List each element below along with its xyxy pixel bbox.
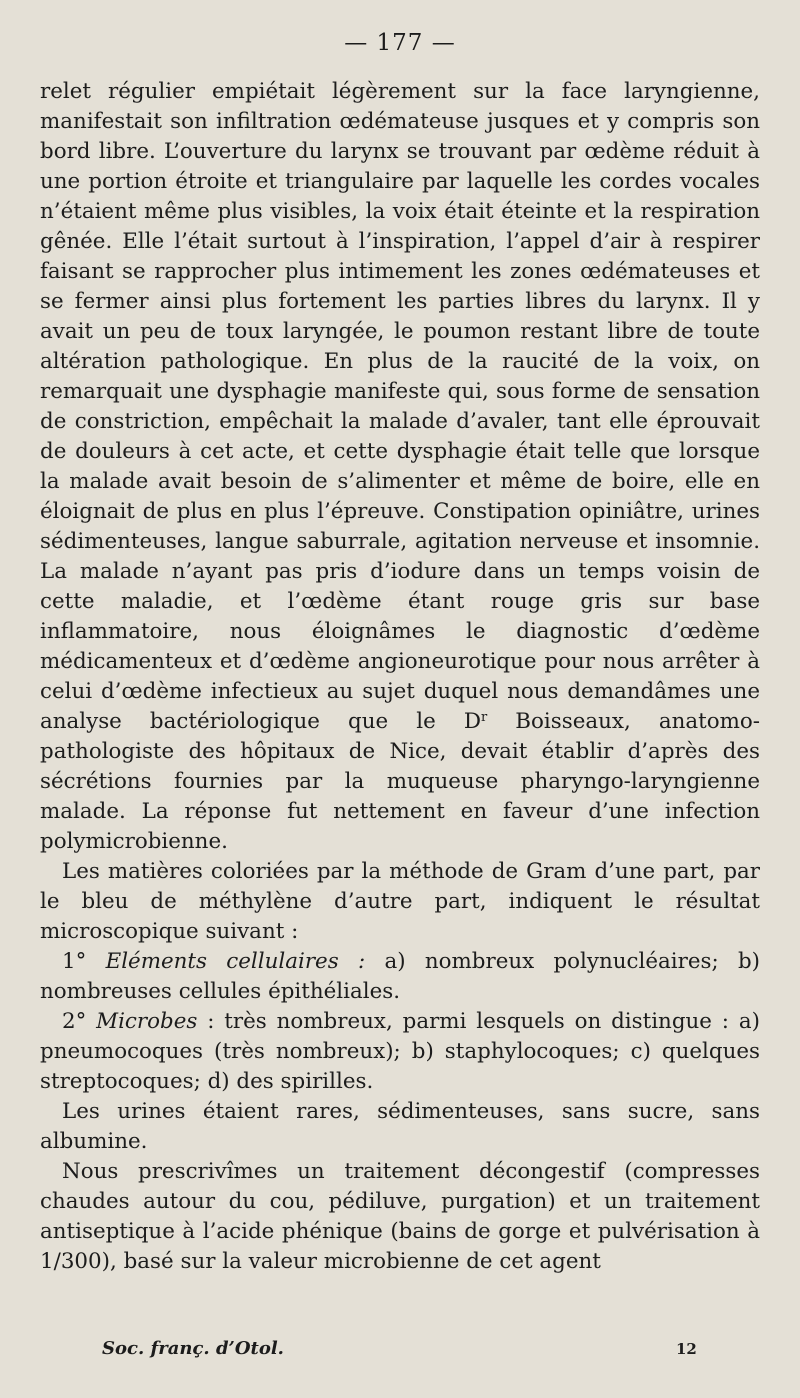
paragraph-2: Les matières coloriées par la méthode de Gram d’une part, par le bleu de méthylène d’autre part, indiquent le résultat microscopique suivant : [40, 859, 760, 944]
paragraph-1-text: relet régulier empiétait légèrement sur la face laryngienne, manifestait son infiltration œdémateuse jusques et y compris son bord libre. L’ouverture du larynx se trouvant par œdème réduit à une portion étroite et triangulaire par laquelle les cordes vocales n’étaient même plus visibles, la voix était éteinte et la respiration gênée. Elle l’était surtout à l’inspiration, l’appel d’air à respirer faisant se rapprocher plus intimement les zones œdémateuses et se fermer ainsi plus fortement les parties libres du larynx. Il y avait un peu de toux laryngée, le poumon restant libre de toute altération pathologique. En plus de la raucité de la voix, on remarquait une dysphagie manifeste qui, sous forme de sensation de constriction, empêchait la malade d’avaler, tant elle éprouvait de douleurs à cet acte, et cette dysphagie était telle que lorsque la malade avait besoin de s’alimenter et même de boire, elle en éloignait de plus en plus l’épreuve. Constipation opiniâtre, urines sédimenteuses, langue saburrale, agitation nerveuse et insomnie. La malade n’ayant pas pris d’iodure dans un temps voisin de cette maladie, et l’œdème étant rouge gris sur base inflammatoire, nous éloignâmes le diagnostic d’œdème médicamenteux et d’œdème angioneurotique pour nous arrêter à celui d’œdème infectieux au sujet duquel nous demandâmes une analyse bactériologique que le D [40, 79, 760, 734]
list-item-1-number: 1° [62, 949, 106, 974]
paragraph-4: Nous prescrivîmes un traitement décongestif (compresses chaudes autour du cou, pédiluve, purgation) et un traitement antiseptique à l’acide phénique (bains de gorge et pulvérisation à 1/300), basé sur la valeur microbienne de cet agent [40, 1159, 760, 1274]
list-item-2-text: : très nombreux, parmi lesquels on distingue : a) pneumocoques (très nombreux); b) staphylocoques; c) quelques streptocoques; d) des spirilles. [40, 1009, 760, 1094]
list-item-1-text: a) nombreux polynucléaires; b) nombreuses cellules épithéliales. [40, 949, 760, 1004]
list-item-2-label: Microbes [96, 1009, 198, 1034]
page-number: — 177 — [344, 30, 456, 56]
body-text [40, 77, 760, 1277]
list-item-2 [40, 1007, 760, 1097]
list-item-1-label: Eléments cellulaires : [105, 949, 366, 974]
list-item-1 [40, 947, 760, 1007]
paragraph-1-end: Boisseaux, anatomo-pathologiste des hôpitaux de Nice, devait établir d’après des sécrétions fournies par la muqueuse pharyngo-laryngienne malade. La réponse fut nettement en faveur d’une infection polymicrobienne. [40, 709, 760, 854]
paragraph-1 [40, 77, 760, 857]
footer-journal: Soc. franç. d’Otol. [102, 1338, 284, 1359]
doctor-superscript: r [481, 710, 488, 725]
paragraph-3: Les urines étaient rares, sédimenteuses, sans sucre, sans albumine. [40, 1099, 760, 1154]
list-item-2-number: 2° [62, 1009, 97, 1034]
footer-signature-mark: 12 [676, 1340, 697, 1358]
